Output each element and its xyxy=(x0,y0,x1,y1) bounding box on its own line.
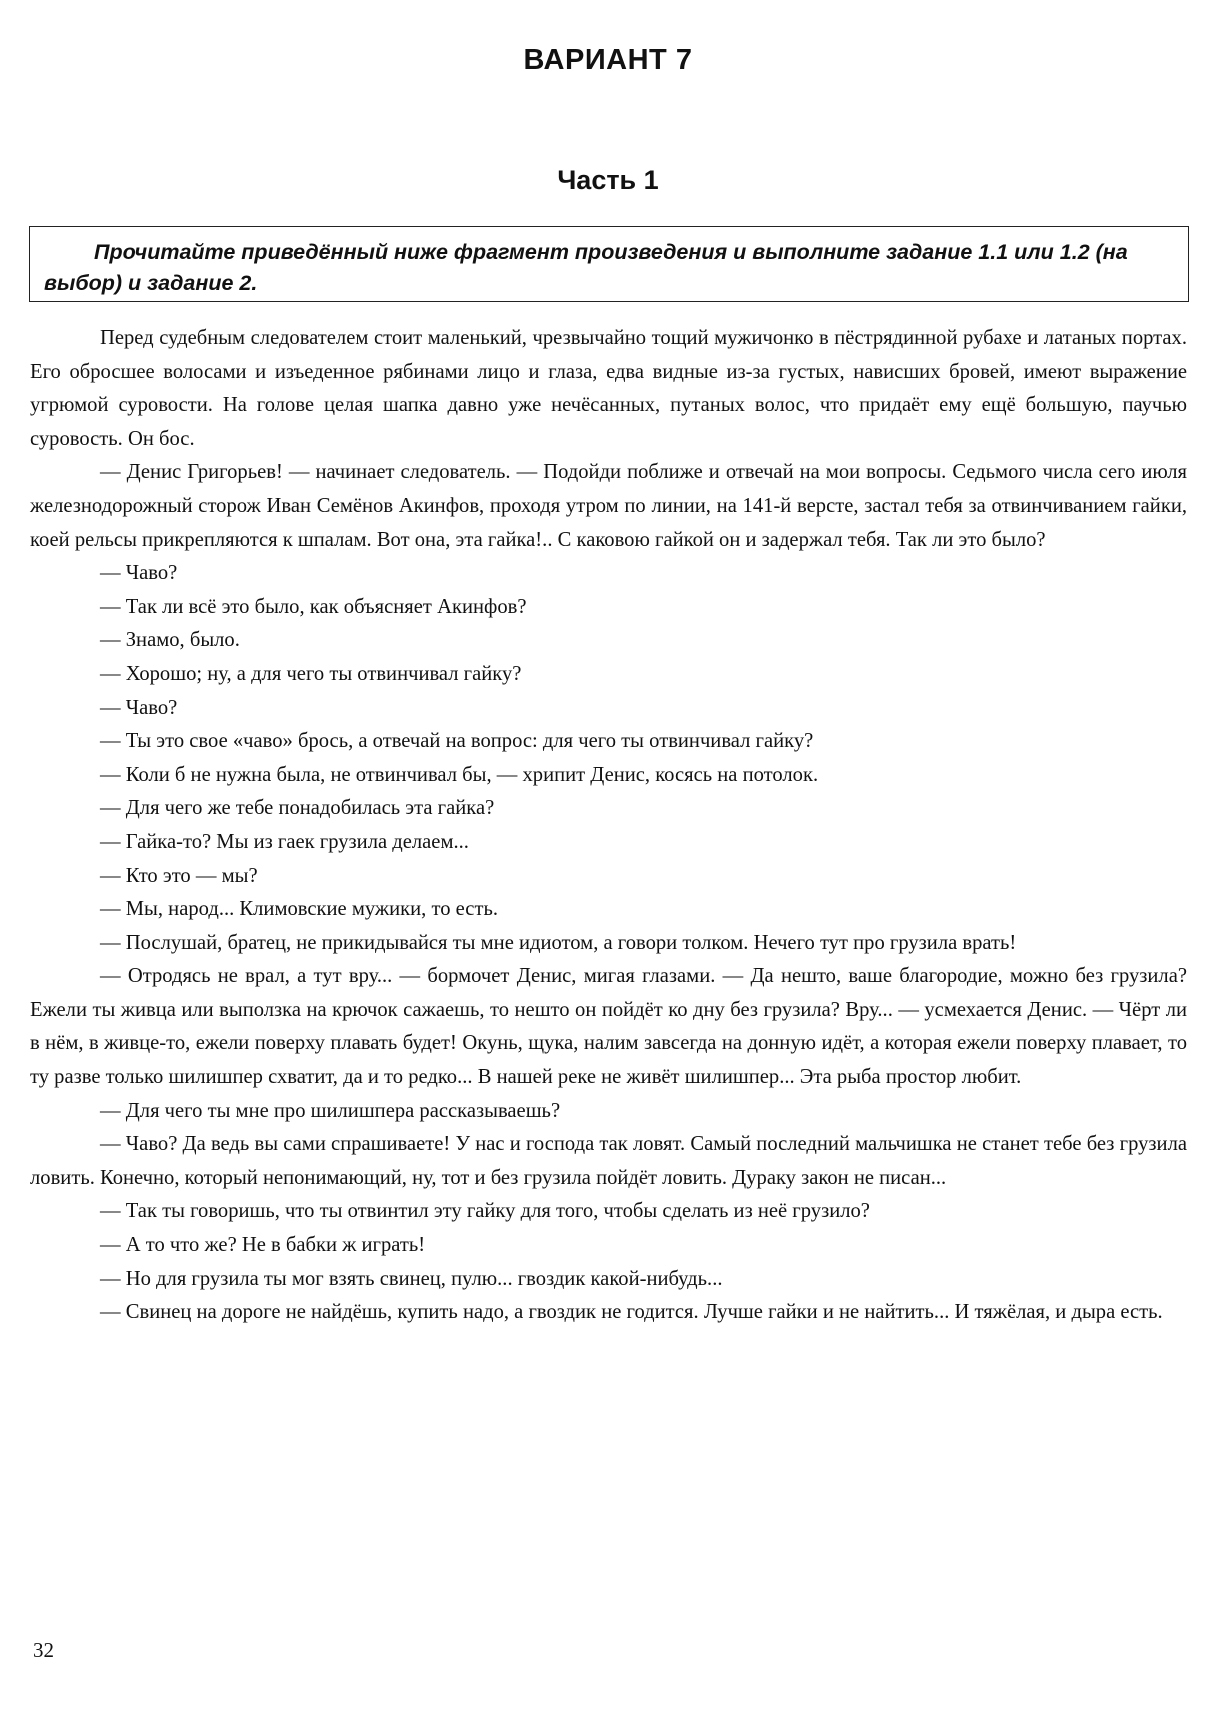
story-text xyxy=(30,322,1187,1330)
paragraph: — Для чего же тебе понадобилась эта гайка? xyxy=(100,797,495,820)
paragraph: — Коли б не нужна была, не отвинчивал бы, — хрипит Денис, косясь на потолок. xyxy=(100,763,819,786)
paragraph: — Так ли всё это было, как объясняет Акинфов? xyxy=(100,595,527,618)
instruction-text: Прочитайте приведённый ниже фрагмент произведения и выполните задание 1.1 или 1.2 (на выбор) и задание 2. xyxy=(44,240,1128,295)
paragraph: Перед судебным следователем стоит маленький, чрезвычайно тощий мужичонко в пёстрядинной рубахе и латаных портах. Его обросшее волосами и изъеденное рябинами лицо и глаза, едва видные из-за густых, нависших бровей, имеют выражение угрюмой суровости. На голове целая шапка давно уже нечёсанных, путаных волос, что придаёт ему ещё большую, паучью суровость. Он бос. xyxy=(30,327,1187,450)
paragraph: — Послушай, братец, не прикидывайся ты мне идиотом, а говори толком. Нечего тут про грузила врать! xyxy=(100,931,1017,954)
paragraph: — Знамо, было. xyxy=(100,629,240,652)
paragraph: — Для чего ты мне про шилишпера рассказываешь? xyxy=(100,1099,561,1122)
paragraph: — Чаво? xyxy=(100,696,178,719)
paragraph: — Гайка-то? Мы из гаек грузила делаем... xyxy=(100,830,469,853)
paragraph: — Чаво? Да ведь вы сами спрашиваете! У нас и господа так ловят. Самый последний мальчишка не станет тебе без грузила ловить. Конечно, который непонимающий, ну, тот и без грузила пойдёт ловить. Дураку закон не писан... xyxy=(30,1133,1187,1189)
paragraph: — Отродясь не врал, а тут вру... — бормочет Денис, мигая глазами. — Да нешто, ваше благородие, можно без грузила? Ежели ты живца или выползка на крючок сажаешь, то нешто он пойдёт ко дну без грузила? Вру... — усмехается Денис. — Чёрт ли в нём, в живце-то, ежели поверху плавать будет! Окунь, щука, налим завсегда на донную идёт, а которая ежели поверху плавает, то ту разве только шилишпер схватит, да и то редко... В нашей реке не живёт шилишпер... Эта рыба простор любит. xyxy=(30,965,1187,1089)
paragraph: — Хорошо; ну, а для чего ты отвинчивал гайку? xyxy=(100,662,522,685)
paragraph: — Чаво? xyxy=(100,562,178,585)
paragraph: — Денис Григорьев! — начинает следователь. — Подойди поближе и отвечай на мои вопросы. Седьмого числа сего июля железнодорожный сторож Иван Семёнов Акинфов, проходя утром по линии, на 141-й версте, застал тебя за отвинчиванием гайки, коей рельсы прикрепляются к шпалам. Вот она, эта гайка!.. С каковою гайкой он и задержал тебя. Так ли это было? xyxy=(30,461,1187,551)
part-title: Часть 1 xyxy=(557,165,659,195)
paragraph: — Но для грузила ты мог взять свинец, пулю... гвоздик какой-нибудь... xyxy=(100,1267,723,1290)
paragraph: — Свинец на дороге не найдёшь, купить надо, а гвоздик не годится. Лучше гайки и не найтить... И тяжёлая, и дыра есть. xyxy=(100,1301,1163,1324)
paragraph: — Мы, народ... Климовские мужики, то есть. xyxy=(100,898,498,921)
instruction-box xyxy=(29,226,1189,302)
page-number: 32 xyxy=(33,1638,54,1662)
paragraph: — Кто это — мы? xyxy=(100,864,258,887)
paragraph: — Так ты говоришь, что ты отвинтил эту гайку для того, чтобы сделать из неё грузило? xyxy=(100,1200,870,1223)
paragraph: — А то что же? Не в бабки ж играть! xyxy=(100,1234,426,1257)
paragraph: — Ты это свое «чаво» брось, а отвечай на вопрос: для чего ты отвинчивал гайку? xyxy=(100,730,814,753)
variant-title: ВАРИАНТ 7 xyxy=(523,44,693,76)
